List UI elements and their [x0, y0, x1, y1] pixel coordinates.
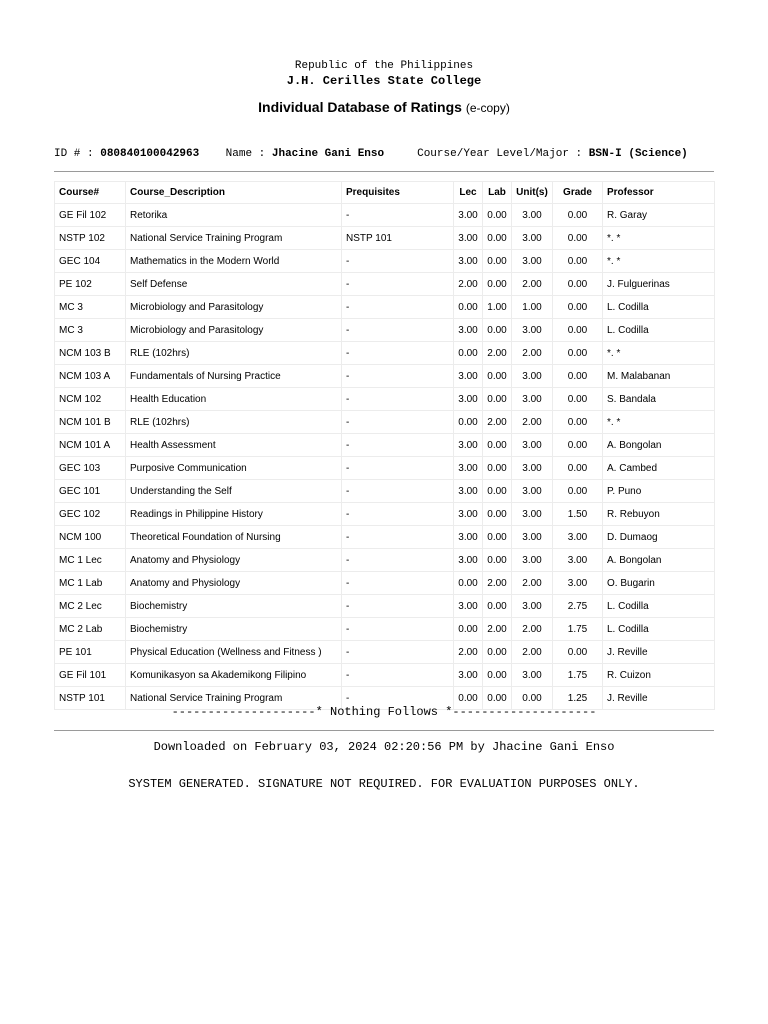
- cell-prerequisites: -: [342, 342, 454, 365]
- cell-course-description: RLE (102hrs): [126, 411, 342, 434]
- cell-prerequisites: -: [342, 526, 454, 549]
- cell-professor: O. Bugarin: [603, 572, 715, 595]
- cell-units: 3.00: [512, 457, 553, 480]
- cell-course-number: NCM 101 A: [55, 434, 126, 457]
- cell-grade: 1.50: [553, 503, 603, 526]
- cell-course-number: GEC 101: [55, 480, 126, 503]
- cell-professor: J. Reville: [603, 641, 715, 664]
- cell-units: 3.00: [512, 664, 553, 687]
- cell-course-number: MC 2 Lec: [55, 595, 126, 618]
- cell-course-description: Understanding the Self: [126, 480, 342, 503]
- cell-lec: 3.00: [454, 526, 483, 549]
- cell-prerequisites: -: [342, 503, 454, 526]
- cell-lab: 0.00: [483, 595, 512, 618]
- header-lab: Lab: [483, 182, 512, 204]
- system-note: SYSTEM GENERATED. SIGNATURE NOT REQUIRED. FOR EVALUATION PURPOSES ONLY.: [128, 777, 640, 791]
- cell-prerequisites: -: [342, 687, 454, 710]
- table-row: [55, 296, 715, 319]
- cell-course-number: NSTP 101: [55, 687, 126, 710]
- cell-course-number: PE 101: [55, 641, 126, 664]
- cell-lab: 0.00: [483, 273, 512, 296]
- ratings-table: [54, 181, 715, 710]
- table-row: [55, 273, 715, 296]
- table-row: [55, 572, 715, 595]
- cell-grade: 0.00: [553, 273, 603, 296]
- page-title-text: Individual Database of Ratings: [258, 99, 462, 115]
- cell-prerequisites: -: [342, 457, 454, 480]
- id-value: 080840100042963: [100, 148, 200, 160]
- cell-grade: 0.00: [553, 641, 603, 664]
- cell-prerequisites: -: [342, 434, 454, 457]
- cell-professor: R. Rebuyon: [603, 503, 715, 526]
- cell-units: 2.00: [512, 411, 553, 434]
- download-info: Downloaded on February 03, 2024 02:20:56 PM by Jhacine Gani Enso: [153, 740, 615, 754]
- cell-lec: 3.00: [454, 250, 483, 273]
- cell-professor: L. Codilla: [603, 319, 715, 342]
- cell-course-number: GE Fil 102: [55, 204, 126, 227]
- cell-lab: 2.00: [483, 572, 512, 595]
- cell-course-description: Purposive Communication: [126, 457, 342, 480]
- table-header-row: [55, 182, 715, 204]
- cell-professor: R. Garay: [603, 204, 715, 227]
- cell-lec: 0.00: [454, 411, 483, 434]
- cell-prerequisites: -: [342, 319, 454, 342]
- republic-label: Republic of the Philippines: [294, 60, 474, 72]
- cell-prerequisites: -: [342, 549, 454, 572]
- cell-professor: J. Fulguerinas: [603, 273, 715, 296]
- header-units: Unit(s): [512, 182, 553, 204]
- name-value: Jhacine Gani Enso: [271, 148, 385, 160]
- bottom-divider: [54, 730, 714, 731]
- cell-grade: 1.25: [553, 687, 603, 710]
- college-name: J.H. Cerilles State College: [286, 74, 482, 88]
- table-row: [55, 319, 715, 342]
- cell-lec: 3.00: [454, 480, 483, 503]
- cell-units: 2.00: [512, 342, 553, 365]
- cell-professor: P. Puno: [603, 480, 715, 503]
- table-row: [55, 480, 715, 503]
- cell-course-number: NCM 102: [55, 388, 126, 411]
- cell-units: 3.00: [512, 250, 553, 273]
- cell-lec: 0.00: [454, 342, 483, 365]
- cell-lab: 0.00: [483, 457, 512, 480]
- cell-lec: 3.00: [454, 388, 483, 411]
- cell-lab: 0.00: [483, 664, 512, 687]
- cell-lec: 3.00: [454, 227, 483, 250]
- cell-course-number: MC 3: [55, 319, 126, 342]
- cell-professor: L. Codilla: [603, 618, 715, 641]
- table-row: [55, 526, 715, 549]
- cell-grade: 0.00: [553, 204, 603, 227]
- cell-course-description: Anatomy and Physiology: [126, 572, 342, 595]
- cell-professor: R. Cuizon: [603, 664, 715, 687]
- cell-lec: 3.00: [454, 595, 483, 618]
- cell-units: 3.00: [512, 227, 553, 250]
- cell-units: 3.00: [512, 365, 553, 388]
- cell-course-description: Physical Education (Wellness and Fitness ): [126, 641, 342, 664]
- cell-prerequisites: -: [342, 595, 454, 618]
- cell-course-number: GE Fil 101: [55, 664, 126, 687]
- table-row: [55, 457, 715, 480]
- cell-prerequisites: -: [342, 250, 454, 273]
- cell-prerequisites: -: [342, 664, 454, 687]
- cell-prerequisites: -: [342, 296, 454, 319]
- cell-grade: 2.75: [553, 595, 603, 618]
- cell-lec: 3.00: [454, 664, 483, 687]
- cell-prerequisites: -: [342, 641, 454, 664]
- cell-grade: 1.75: [553, 618, 603, 641]
- cell-professor: *. *: [603, 342, 715, 365]
- table-row: [55, 595, 715, 618]
- cell-professor: *. *: [603, 250, 715, 273]
- cell-units: 3.00: [512, 319, 553, 342]
- cell-grade: 3.00: [553, 572, 603, 595]
- cell-units: 3.00: [512, 549, 553, 572]
- header-course-description: Course_Description: [126, 182, 342, 204]
- cell-units: 3.00: [512, 503, 553, 526]
- cell-lab: 2.00: [483, 342, 512, 365]
- course-label: Course/Year Level/Major :: [417, 148, 589, 160]
- cell-course-number: PE 102: [55, 273, 126, 296]
- name-label: Name :: [225, 148, 272, 160]
- cell-lab: 2.00: [483, 618, 512, 641]
- cell-units: 2.00: [512, 572, 553, 595]
- nothing-follows: --------------------* Nothing Follows *--------------------: [171, 705, 597, 719]
- cell-prerequisites: -: [342, 618, 454, 641]
- cell-prerequisites: NSTP 101: [342, 227, 454, 250]
- table-row: [55, 365, 715, 388]
- cell-course-description: National Service Training Program: [126, 227, 342, 250]
- cell-course-number: GEC 103: [55, 457, 126, 480]
- cell-prerequisites: -: [342, 204, 454, 227]
- cell-lab: 0.00: [483, 365, 512, 388]
- cell-units: 3.00: [512, 595, 553, 618]
- cell-lab: 0.00: [483, 204, 512, 227]
- ecopy-label: (e-copy): [465, 101, 510, 115]
- cell-grade: 0.00: [553, 227, 603, 250]
- document-header: [0, 60, 768, 117]
- cell-course-number: GEC 104: [55, 250, 126, 273]
- cell-course-description: Fundamentals of Nursing Practice: [126, 365, 342, 388]
- cell-lec: 3.00: [454, 319, 483, 342]
- cell-professor: A. Cambed: [603, 457, 715, 480]
- cell-grade: 1.75: [553, 664, 603, 687]
- cell-course-description: Health Assessment: [126, 434, 342, 457]
- cell-units: 3.00: [512, 434, 553, 457]
- cell-lec: 3.00: [454, 549, 483, 572]
- table-row: [55, 388, 715, 411]
- table-body: [55, 204, 715, 710]
- cell-course-description: RLE (102hrs): [126, 342, 342, 365]
- cell-lab: 1.00: [483, 296, 512, 319]
- table-row: [55, 250, 715, 273]
- cell-prerequisites: -: [342, 480, 454, 503]
- cell-course-description: Health Education: [126, 388, 342, 411]
- cell-lab: 0.00: [483, 250, 512, 273]
- cell-course-description: Theoretical Foundation of Nursing: [126, 526, 342, 549]
- cell-professor: L. Codilla: [603, 595, 715, 618]
- cell-prerequisites: -: [342, 365, 454, 388]
- table-row: [55, 618, 715, 641]
- cell-course-number: NCM 103 B: [55, 342, 126, 365]
- cell-lec: 3.00: [454, 365, 483, 388]
- cell-course-description: Biochemistry: [126, 595, 342, 618]
- cell-lec: 0.00: [454, 296, 483, 319]
- cell-lec: 2.00: [454, 273, 483, 296]
- cell-course-number: MC 2 Lab: [55, 618, 126, 641]
- cell-prerequisites: -: [342, 572, 454, 595]
- cell-grade: 3.00: [553, 526, 603, 549]
- header-lec: Lec: [454, 182, 483, 204]
- cell-units: 1.00: [512, 296, 553, 319]
- page-title: [0, 99, 768, 117]
- cell-course-description: Mathematics in the Modern World: [126, 250, 342, 273]
- cell-professor: A. Bongolan: [603, 549, 715, 572]
- cell-grade: 0.00: [553, 480, 603, 503]
- cell-lab: 0.00: [483, 319, 512, 342]
- table-row: [55, 503, 715, 526]
- cell-grade: 0.00: [553, 411, 603, 434]
- cell-course-description: Self Defense: [126, 273, 342, 296]
- cell-course-number: NCM 101 B: [55, 411, 126, 434]
- cell-course-description: Biochemistry: [126, 618, 342, 641]
- cell-grade: 0.00: [553, 296, 603, 319]
- cell-grade: 3.00: [553, 549, 603, 572]
- top-divider: [54, 171, 714, 172]
- cell-units: 3.00: [512, 480, 553, 503]
- cell-professor: J. Reville: [603, 687, 715, 710]
- cell-course-description: Komunikasyon sa Akademikong Filipino: [126, 664, 342, 687]
- cell-professor: L. Codilla: [603, 296, 715, 319]
- cell-professor: M. Malabanan: [603, 365, 715, 388]
- cell-units: 0.00: [512, 687, 553, 710]
- cell-lab: 0.00: [483, 526, 512, 549]
- table-row: [55, 549, 715, 572]
- table-row: [55, 204, 715, 227]
- cell-professor: *. *: [603, 411, 715, 434]
- cell-prerequisites: -: [342, 411, 454, 434]
- cell-grade: 0.00: [553, 388, 603, 411]
- cell-grade: 0.00: [553, 342, 603, 365]
- cell-lec: 3.00: [454, 457, 483, 480]
- cell-lab: 0.00: [483, 480, 512, 503]
- cell-units: 3.00: [512, 204, 553, 227]
- header-grade: Grade: [553, 182, 603, 204]
- table-row: [55, 434, 715, 457]
- cell-lab: 0.00: [483, 227, 512, 250]
- cell-course-number: GEC 102: [55, 503, 126, 526]
- cell-course-number: NSTP 102: [55, 227, 126, 250]
- cell-course-description: Retorika: [126, 204, 342, 227]
- cell-lec: 3.00: [454, 434, 483, 457]
- cell-lec: 0.00: [454, 572, 483, 595]
- cell-course-number: MC 1 Lec: [55, 549, 126, 572]
- cell-professor: S. Bandala: [603, 388, 715, 411]
- cell-prerequisites: -: [342, 388, 454, 411]
- cell-lab: 0.00: [483, 503, 512, 526]
- cell-course-description: Microbiology and Parasitology: [126, 296, 342, 319]
- cell-lec: 2.00: [454, 641, 483, 664]
- table-row: [55, 664, 715, 687]
- cell-grade: 0.00: [553, 434, 603, 457]
- table-row: [55, 227, 715, 250]
- cell-course-number: MC 1 Lab: [55, 572, 126, 595]
- cell-course-description: Readings in Philippine History: [126, 503, 342, 526]
- student-info: [54, 148, 714, 160]
- cell-units: 2.00: [512, 618, 553, 641]
- cell-units: 3.00: [512, 388, 553, 411]
- cell-course-number: MC 3: [55, 296, 126, 319]
- cell-course-description: Microbiology and Parasitology: [126, 319, 342, 342]
- cell-professor: D. Dumaog: [603, 526, 715, 549]
- cell-units: 2.00: [512, 641, 553, 664]
- cell-prerequisites: -: [342, 273, 454, 296]
- cell-lab: 0.00: [483, 687, 512, 710]
- cell-lab: 0.00: [483, 434, 512, 457]
- cell-grade: 0.00: [553, 250, 603, 273]
- id-label: ID # :: [54, 148, 101, 160]
- cell-lec: 0.00: [454, 687, 483, 710]
- cell-course-description: Anatomy and Physiology: [126, 549, 342, 572]
- header-course-number: Course#: [55, 182, 126, 204]
- header-prerequisites: Prequisites: [342, 182, 454, 204]
- cell-course-number: NCM 103 A: [55, 365, 126, 388]
- cell-lec: 0.00: [454, 618, 483, 641]
- cell-professor: A. Bongolan: [603, 434, 715, 457]
- course-value: BSN-I (Science): [588, 148, 688, 160]
- cell-units: 3.00: [512, 526, 553, 549]
- cell-course-number: NCM 100: [55, 526, 126, 549]
- cell-lec: 3.00: [454, 204, 483, 227]
- table-row: [55, 411, 715, 434]
- cell-grade: 0.00: [553, 319, 603, 342]
- cell-units: 2.00: [512, 273, 553, 296]
- table-row: [55, 342, 715, 365]
- cell-lab: 2.00: [483, 411, 512, 434]
- cell-professor: *. *: [603, 227, 715, 250]
- table-row: [55, 641, 715, 664]
- header-professor: Professor: [603, 182, 715, 204]
- cell-course-description: National Service Training Program: [126, 687, 342, 710]
- cell-lab: 0.00: [483, 388, 512, 411]
- cell-lab: 0.00: [483, 549, 512, 572]
- cell-lec: 3.00: [454, 503, 483, 526]
- cell-lab: 0.00: [483, 641, 512, 664]
- cell-grade: 0.00: [553, 365, 603, 388]
- cell-grade: 0.00: [553, 457, 603, 480]
